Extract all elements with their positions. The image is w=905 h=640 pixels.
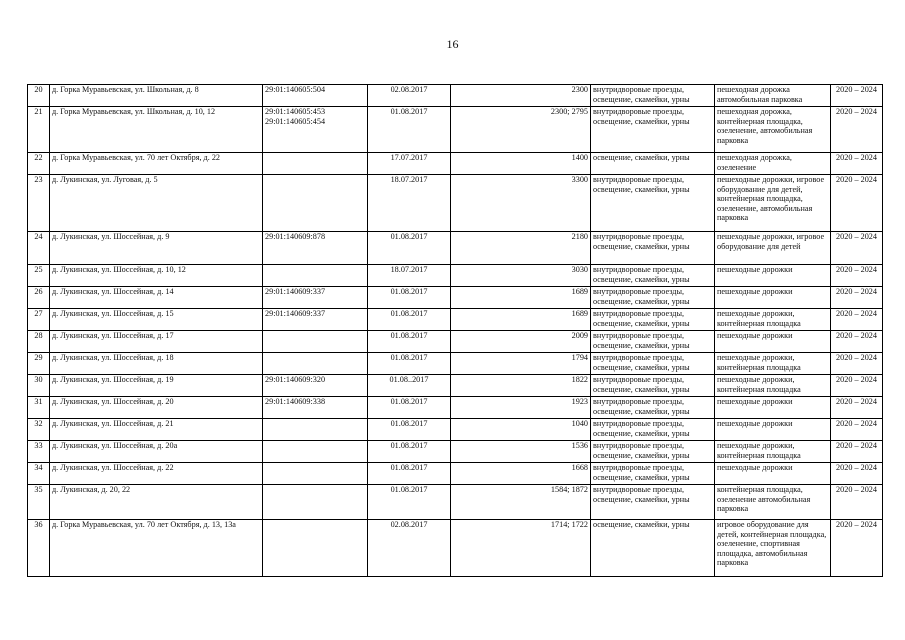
area-cell: 1689	[451, 309, 591, 331]
extra-works-cell: пешеходные дорожки	[715, 419, 831, 441]
period-cell: 2020 – 2024	[831, 485, 883, 520]
address-cell: д. Лукинская, ул. Шоссейная, д. 20а	[50, 441, 263, 463]
address-cell: д. Лукинская, ул. Шоссейная, д. 15	[50, 309, 263, 331]
period-cell: 2020 – 2024	[831, 397, 883, 419]
address-cell: д. Лукинская, ул. Шоссейная, д. 9	[50, 232, 263, 265]
date-cell: 01.08.2017	[368, 485, 451, 520]
works-cell: внутридворовые проезды, освещение, скамейки, урны	[591, 419, 715, 441]
works-cell: внутридворовые проезды, освещение, скамейки, урны	[591, 441, 715, 463]
row-number: 27	[28, 309, 50, 331]
cadastral-number-cell	[263, 520, 368, 577]
works-cell: внутридворовые проезды, освещение, скамейки, урны	[591, 309, 715, 331]
row-number: 25	[28, 265, 50, 287]
area-cell: 1584; 1872	[451, 485, 591, 520]
table-row	[28, 287, 883, 309]
area-cell: 1668	[451, 463, 591, 485]
table-row	[28, 232, 883, 265]
row-number: 22	[28, 153, 50, 175]
row-number: 29	[28, 353, 50, 375]
period-cell: 2020 – 2024	[831, 309, 883, 331]
works-cell: внутридворовые проезды, освещение, скамейки, урны	[591, 353, 715, 375]
cadastral-number-cell	[263, 153, 368, 175]
address-cell: д. Горка Муравьевская, ул. 70 лет Октября, д. 13, 13а	[50, 520, 263, 577]
area-cell: 1040	[451, 419, 591, 441]
area-cell: 1822	[451, 375, 591, 397]
period-cell: 2020 – 2024	[831, 441, 883, 463]
table-row	[28, 265, 883, 287]
date-cell: 01.08.2017	[368, 419, 451, 441]
works-cell: внутридворовые проезды, освещение, скамейки, урны	[591, 375, 715, 397]
extra-works-cell: пешеходная дорожка, контейнерная площадка, озеленение, автомобильная парковка	[715, 107, 831, 153]
period-cell: 2020 – 2024	[831, 375, 883, 397]
address-cell: д. Горка Муравьевская, ул. 70 лет Октября, д. 22	[50, 153, 263, 175]
table-row	[28, 375, 883, 397]
row-number: 35	[28, 485, 50, 520]
area-cell: 1714; 1722	[451, 520, 591, 577]
works-cell: внутридворовые проезды, освещение, скамейки, урны	[591, 287, 715, 309]
cadastral-number-cell: 29:01:140609:878	[263, 232, 368, 265]
extra-works-cell: пешеходные дорожки	[715, 397, 831, 419]
row-number: 30	[28, 375, 50, 397]
extra-works-cell: пешеходные дорожки, игровое оборудование для детей, контейнерная площадка, озеленение, автомобильная парковка	[715, 175, 831, 232]
address-cell: д. Лукинская, ул. Шоссейная, д. 17	[50, 331, 263, 353]
period-cell: 2020 – 2024	[831, 265, 883, 287]
date-cell: 01.08.2017	[368, 107, 451, 153]
date-cell: 18.07.2017	[368, 265, 451, 287]
date-cell: 01.08.2017	[368, 463, 451, 485]
row-number: 28	[28, 331, 50, 353]
cadastral-number-cell	[263, 353, 368, 375]
table-row	[28, 85, 883, 107]
date-cell: 02.08.2017	[368, 85, 451, 107]
period-cell: 2020 – 2024	[831, 232, 883, 265]
cadastral-number-cell	[263, 463, 368, 485]
row-number: 26	[28, 287, 50, 309]
extra-works-cell: пешеходные дорожки, контейнерная площадка	[715, 309, 831, 331]
date-cell: 17.07.2017	[368, 153, 451, 175]
table-row	[28, 520, 883, 577]
row-number: 31	[28, 397, 50, 419]
date-cell: 01.08.2017	[368, 397, 451, 419]
area-cell: 1923	[451, 397, 591, 419]
works-cell: внутридворовые проезды, освещение, скамейки, урны	[591, 175, 715, 232]
period-cell: 2020 – 2024	[831, 287, 883, 309]
date-cell: 01.08.2017	[368, 309, 451, 331]
extra-works-cell: пешеходные дорожки, игровое оборудование для детей	[715, 232, 831, 265]
date-cell: 01.08.2017	[368, 331, 451, 353]
extra-works-cell: пешеходные дорожки, контейнерная площадка	[715, 441, 831, 463]
cadastral-number-cell	[263, 331, 368, 353]
extra-works-cell: пешеходные дорожки, контейнерная площадка	[715, 353, 831, 375]
extra-works-cell: контейнерная площадка, озеленение автомобильная парковка	[715, 485, 831, 520]
date-cell: 18.07.2017	[368, 175, 451, 232]
address-cell: д. Лукинская, ул. Луговая, д. 5	[50, 175, 263, 232]
extra-works-cell: игровое оборудование для детей, контейнерная площадка, озеленение, спортивная площадка, автомобильная парковка	[715, 520, 831, 577]
row-number: 21	[28, 107, 50, 153]
period-cell: 2020 – 2024	[831, 331, 883, 353]
extra-works-cell: пешеходная дорожка, озеленение	[715, 153, 831, 175]
extra-works-cell: пешеходные дорожки	[715, 331, 831, 353]
cadastral-number-cell	[263, 485, 368, 520]
row-number: 23	[28, 175, 50, 232]
table-row	[28, 485, 883, 520]
table-row	[28, 175, 883, 232]
table-row	[28, 107, 883, 153]
works-cell: внутридворовые проезды, освещение, скамейки, урны	[591, 232, 715, 265]
date-cell: 01.08.2017	[368, 287, 451, 309]
period-cell: 2020 – 2024	[831, 463, 883, 485]
works-cell: освещение, скамейки, урны	[591, 153, 715, 175]
area-cell: 2300	[451, 85, 591, 107]
address-cell: д. Лукинская, ул. Шоссейная, д. 10, 12	[50, 265, 263, 287]
date-cell: 02.08.2017	[368, 520, 451, 577]
cadastral-number-cell	[263, 175, 368, 232]
table-row	[28, 463, 883, 485]
period-cell: 2020 – 2024	[831, 520, 883, 577]
area-cell: 1794	[451, 353, 591, 375]
works-cell: внутридворовые проезды, освещение, скамейки, урны	[591, 485, 715, 520]
works-cell: внутридворовые проезды, освещение, скамейки, урны	[591, 397, 715, 419]
row-number: 24	[28, 232, 50, 265]
area-cell: 2009	[451, 331, 591, 353]
works-cell: внутридворовые проезды, освещение, скамейки, урны	[591, 265, 715, 287]
date-cell: 01.08.2017	[368, 232, 451, 265]
address-cell: д. Лукинская, ул. Шоссейная, д. 21	[50, 419, 263, 441]
works-cell: внутридворовые проезды, освещение, скамейки, урны	[591, 463, 715, 485]
cadastral-number-cell: 29:01:140609:337	[263, 287, 368, 309]
cadastral-number-cell	[263, 265, 368, 287]
area-cell: 1400	[451, 153, 591, 175]
period-cell: 2020 – 2024	[831, 353, 883, 375]
area-cell: 2180	[451, 232, 591, 265]
works-cell: внутридворовые проезды, освещение, скамейки, урны	[591, 331, 715, 353]
extra-works-cell: пешеходная дорожка автомобильная парковка	[715, 85, 831, 107]
table-row	[28, 419, 883, 441]
date-cell: 01.08.2017	[368, 441, 451, 463]
address-cell: д. Горка Муравьевская, ул. Школьная, д. 8	[50, 85, 263, 107]
cadastral-number-cell: 29:01:140605:504	[263, 85, 368, 107]
period-cell: 2020 – 2024	[831, 85, 883, 107]
extra-works-cell: пешеходные дорожки	[715, 287, 831, 309]
address-cell: д. Лукинская, ул. Шоссейная, д. 20	[50, 397, 263, 419]
period-cell: 2020 – 2024	[831, 153, 883, 175]
cadastral-number-cell	[263, 441, 368, 463]
table-row	[28, 153, 883, 175]
area-cell: 1689	[451, 287, 591, 309]
cadastral-number-cell: 29:01:140609:320	[263, 375, 368, 397]
address-cell: д. Лукинская, ул. Шоссейная, д. 14	[50, 287, 263, 309]
date-cell: 01.08..2017	[368, 375, 451, 397]
extra-works-cell: пешеходные дорожки	[715, 463, 831, 485]
works-cell: внутридворовые проезды, освещение, скамейки, урны	[591, 107, 715, 153]
table-row	[28, 331, 883, 353]
extra-works-cell: пешеходные дорожки	[715, 265, 831, 287]
table-row	[28, 309, 883, 331]
row-number: 20	[28, 85, 50, 107]
area-cell: 1536	[451, 441, 591, 463]
row-number: 36	[28, 520, 50, 577]
page-number: 16	[446, 37, 459, 51]
address-cell: д. Лукинская, ул. Шоссейная, д. 19	[50, 375, 263, 397]
area-cell: 2300; 2795	[451, 107, 591, 153]
address-cell: д. Лукинская, ул. Шоссейная, д. 22	[50, 463, 263, 485]
works-cell: освещение, скамейки, урны	[591, 520, 715, 577]
row-number: 34	[28, 463, 50, 485]
table-row	[28, 353, 883, 375]
area-cell: 3030	[451, 265, 591, 287]
works-cell: внутридворовые проезды, освещение, скамейки, урны	[591, 85, 715, 107]
cadastral-number-cell	[263, 419, 368, 441]
row-number: 32	[28, 419, 50, 441]
date-cell: 01.08.2017	[368, 353, 451, 375]
cadastral-number-cell: 29:01:140609:338	[263, 397, 368, 419]
address-cell: д. Лукинская, ул. Шоссейная, д. 18	[50, 353, 263, 375]
improvement-registry-table	[27, 84, 883, 577]
cadastral-number-cell: 29:01:140605:453 29:01:140605:454	[263, 107, 368, 153]
row-number: 33	[28, 441, 50, 463]
address-cell: д. Горка Муравьевская, ул. Школьная, д. 10, 12	[50, 107, 263, 153]
cadastral-number-cell: 29:01:140609:337	[263, 309, 368, 331]
area-cell: 3300	[451, 175, 591, 232]
table-body	[28, 85, 883, 577]
period-cell: 2020 – 2024	[831, 107, 883, 153]
address-cell: д. Лукинская, д. 20, 22	[50, 485, 263, 520]
extra-works-cell: пешеходные дорожки, контейнерная площадка	[715, 375, 831, 397]
period-cell: 2020 – 2024	[831, 419, 883, 441]
table-row	[28, 441, 883, 463]
table-row	[28, 397, 883, 419]
period-cell: 2020 – 2024	[831, 175, 883, 232]
